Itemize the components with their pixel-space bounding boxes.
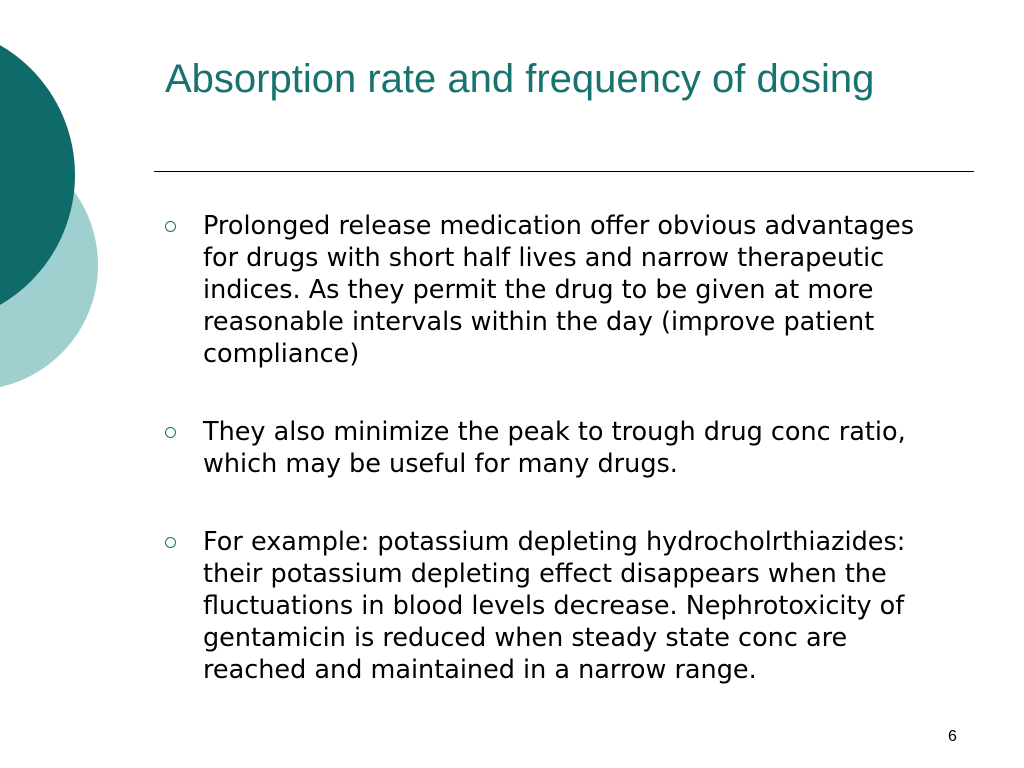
bullet-text: For example: potassium depleting hydrocholrthiazides: their potassium depleting effect disappears when the fluctuations in blood levels decrease. Nephrotoxicity of gentamicin is reduced when steady state conc are reached and maintained in a narrow range.	[203, 527, 906, 685]
page-number: 6	[948, 728, 957, 745]
bullet-text: Prolonged release medication offer obvious advantages for drugs with short half lives and narrow therapeutic indices. As they permit the drug to be given at more reasonable intervals within the day (improve patient compliance)	[203, 211, 914, 369]
bullet-item	[163, 210, 953, 370]
slide-title: Absorption rate and frequency of dosing	[165, 57, 875, 101]
bullet-item	[163, 416, 953, 480]
title-divider	[154, 171, 974, 172]
bullet-list	[163, 210, 953, 686]
bullet-circle-icon	[165, 427, 176, 438]
bullet-text: They also minimize the peak to trough drug conc ratio, which may be useful for many drugs.	[203, 417, 906, 479]
bullet-circle-icon	[165, 221, 176, 232]
bullet-item	[163, 526, 953, 686]
bullet-circle-icon	[165, 537, 176, 548]
